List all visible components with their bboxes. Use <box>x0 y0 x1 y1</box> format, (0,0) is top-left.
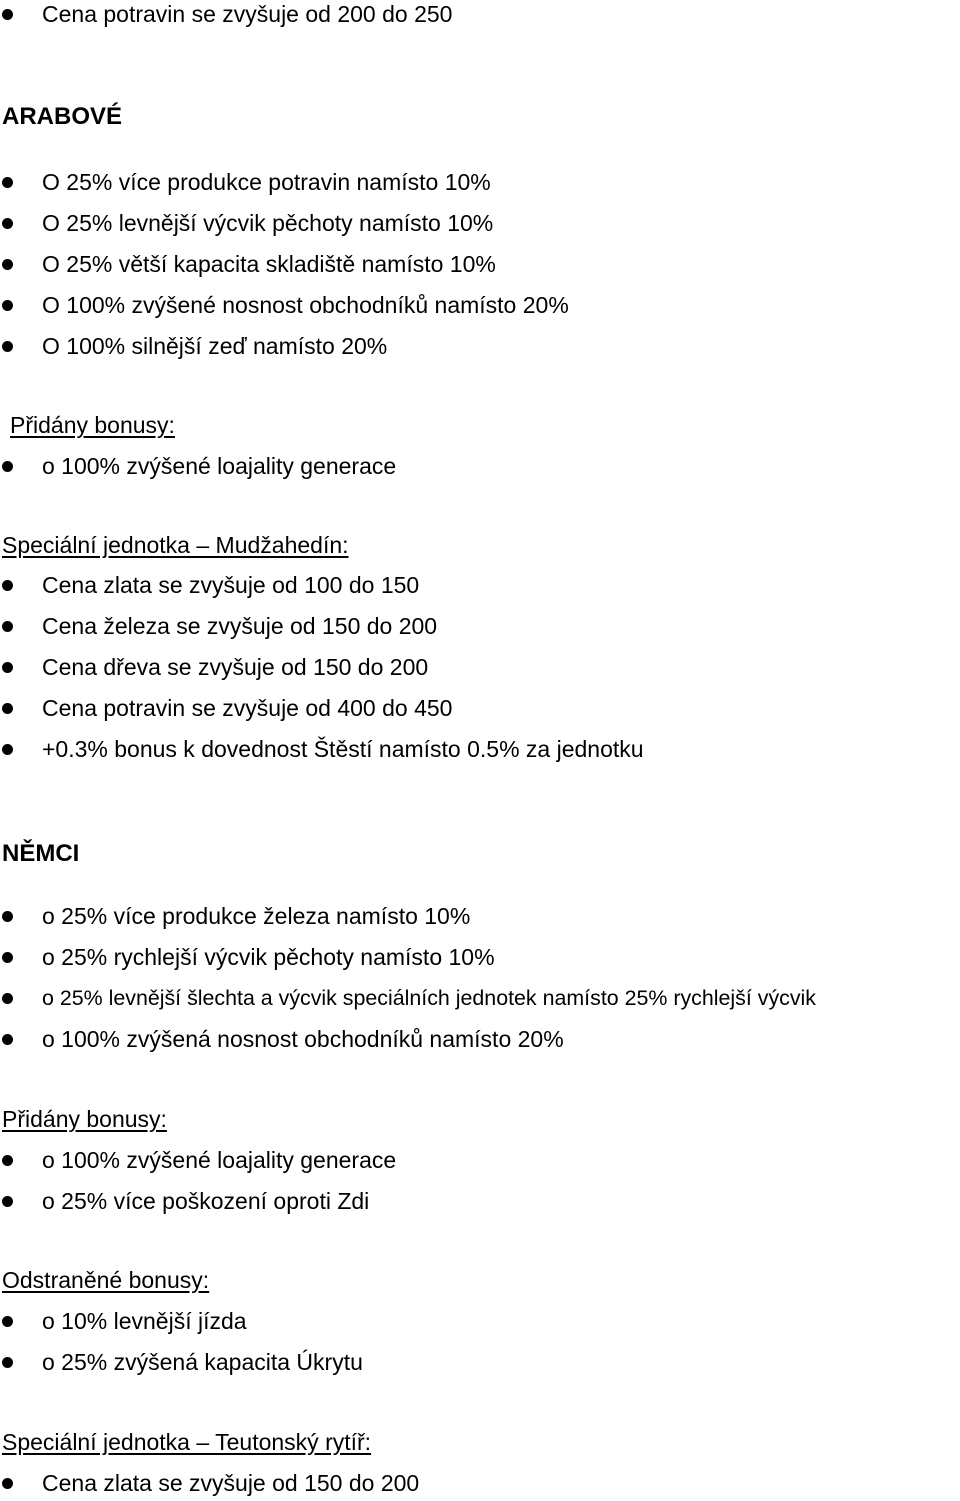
bullet-dot-icon <box>2 662 13 673</box>
bullet-dot-icon <box>2 744 13 755</box>
heading-text: NĚMCI <box>2 840 80 867</box>
bullet-text: O 100% silnější zeď namísto 20% <box>42 333 388 359</box>
bullet-text: Cena dřeva se zvyšuje od 150 do 200 <box>42 654 429 680</box>
bullet-text: o 100% zvýšené loajality generace <box>42 1147 397 1173</box>
bullet-dot-icon <box>2 703 13 714</box>
bullet-text: o 25% zvýšená kapacita Úkrytu <box>42 1349 363 1375</box>
bullet-dot-icon <box>2 461 13 472</box>
bullet-dot-icon <box>2 993 13 1004</box>
bullet-text: O 100% zvýšené nosnost obchodníků namísto 20% <box>42 292 569 318</box>
bullet-dot-icon <box>2 621 13 632</box>
bullet-dot-icon <box>2 9 13 20</box>
bullet-text: Cena potravin se zvyšuje od 400 do 450 <box>42 695 453 721</box>
bullet-text: +0.3% bonus k dovednost Štěstí namísto 0.5% za jednotku <box>42 736 644 762</box>
bullet-text: Cena zlata se zvyšuje od 100 do 150 <box>42 572 420 598</box>
bullet-dot-icon <box>2 341 13 352</box>
bullet-text: Cena železa se zvyšuje od 150 do 200 <box>42 613 438 639</box>
bullet-text: Cena potravin se zvyšuje od 200 do 250 <box>42 1 453 27</box>
bullet-text: O 25% levnější výcvik pěchoty namísto 10% <box>42 210 494 236</box>
bullet-dot-icon <box>2 952 13 963</box>
bullet-text: o 25% levnější šlechta a výcvik speciálních jednotek namísto 25% rychlejší výcvik <box>42 986 816 1010</box>
bullet-text: O 25% větší kapacita skladiště namísto 10% <box>42 251 496 277</box>
bullet-dot-icon <box>2 1034 13 1045</box>
bullet-dot-icon <box>2 259 13 270</box>
bullet-dot-icon <box>2 1357 13 1368</box>
bullet-dot-icon <box>2 177 13 188</box>
subheading-text: Odstraněné bonusy: <box>2 1267 210 1293</box>
bullet-dot-icon <box>2 1316 13 1327</box>
subheading-text: Přidány bonusy: <box>2 1106 167 1132</box>
bullet-dot-icon <box>2 218 13 229</box>
heading-text: ARABOVÉ <box>2 103 123 130</box>
bullet-dot-icon <box>2 1155 13 1166</box>
bullet-dot-icon <box>2 1196 13 1207</box>
bullet-text: o 25% více poškození oproti Zdi <box>42 1188 370 1214</box>
bullet-dot-icon <box>2 580 13 591</box>
bullet-text: o 100% zvýšené loajality generace <box>42 453 397 479</box>
bullet-dot-icon <box>2 300 13 311</box>
bullet-text: o 25% více produkce železa namísto 10% <box>42 903 471 929</box>
bullet-text: o 100% zvýšená nosnost obchodníků namísto 20% <box>42 1026 564 1052</box>
subheading-text: Speciální jednotka – Mudžahedín: <box>2 532 349 558</box>
subheading-text: Přidány bonusy: <box>10 412 175 438</box>
bullet-text: Cena zlata se zvyšuje od 150 do 200 <box>42 1470 420 1496</box>
bullet-text: o 25% rychlejší výcvik pěchoty namísto 10% <box>42 944 495 970</box>
subheading-text: Speciální jednotka – Teutonský rytíř: <box>2 1429 372 1455</box>
bullet-dot-icon <box>2 1478 13 1489</box>
bullet-text: O 25% více produkce potravin namísto 10% <box>42 169 491 195</box>
bullet-dot-icon <box>2 911 13 922</box>
bullet-text: o 10% levnější jízda <box>42 1308 247 1334</box>
